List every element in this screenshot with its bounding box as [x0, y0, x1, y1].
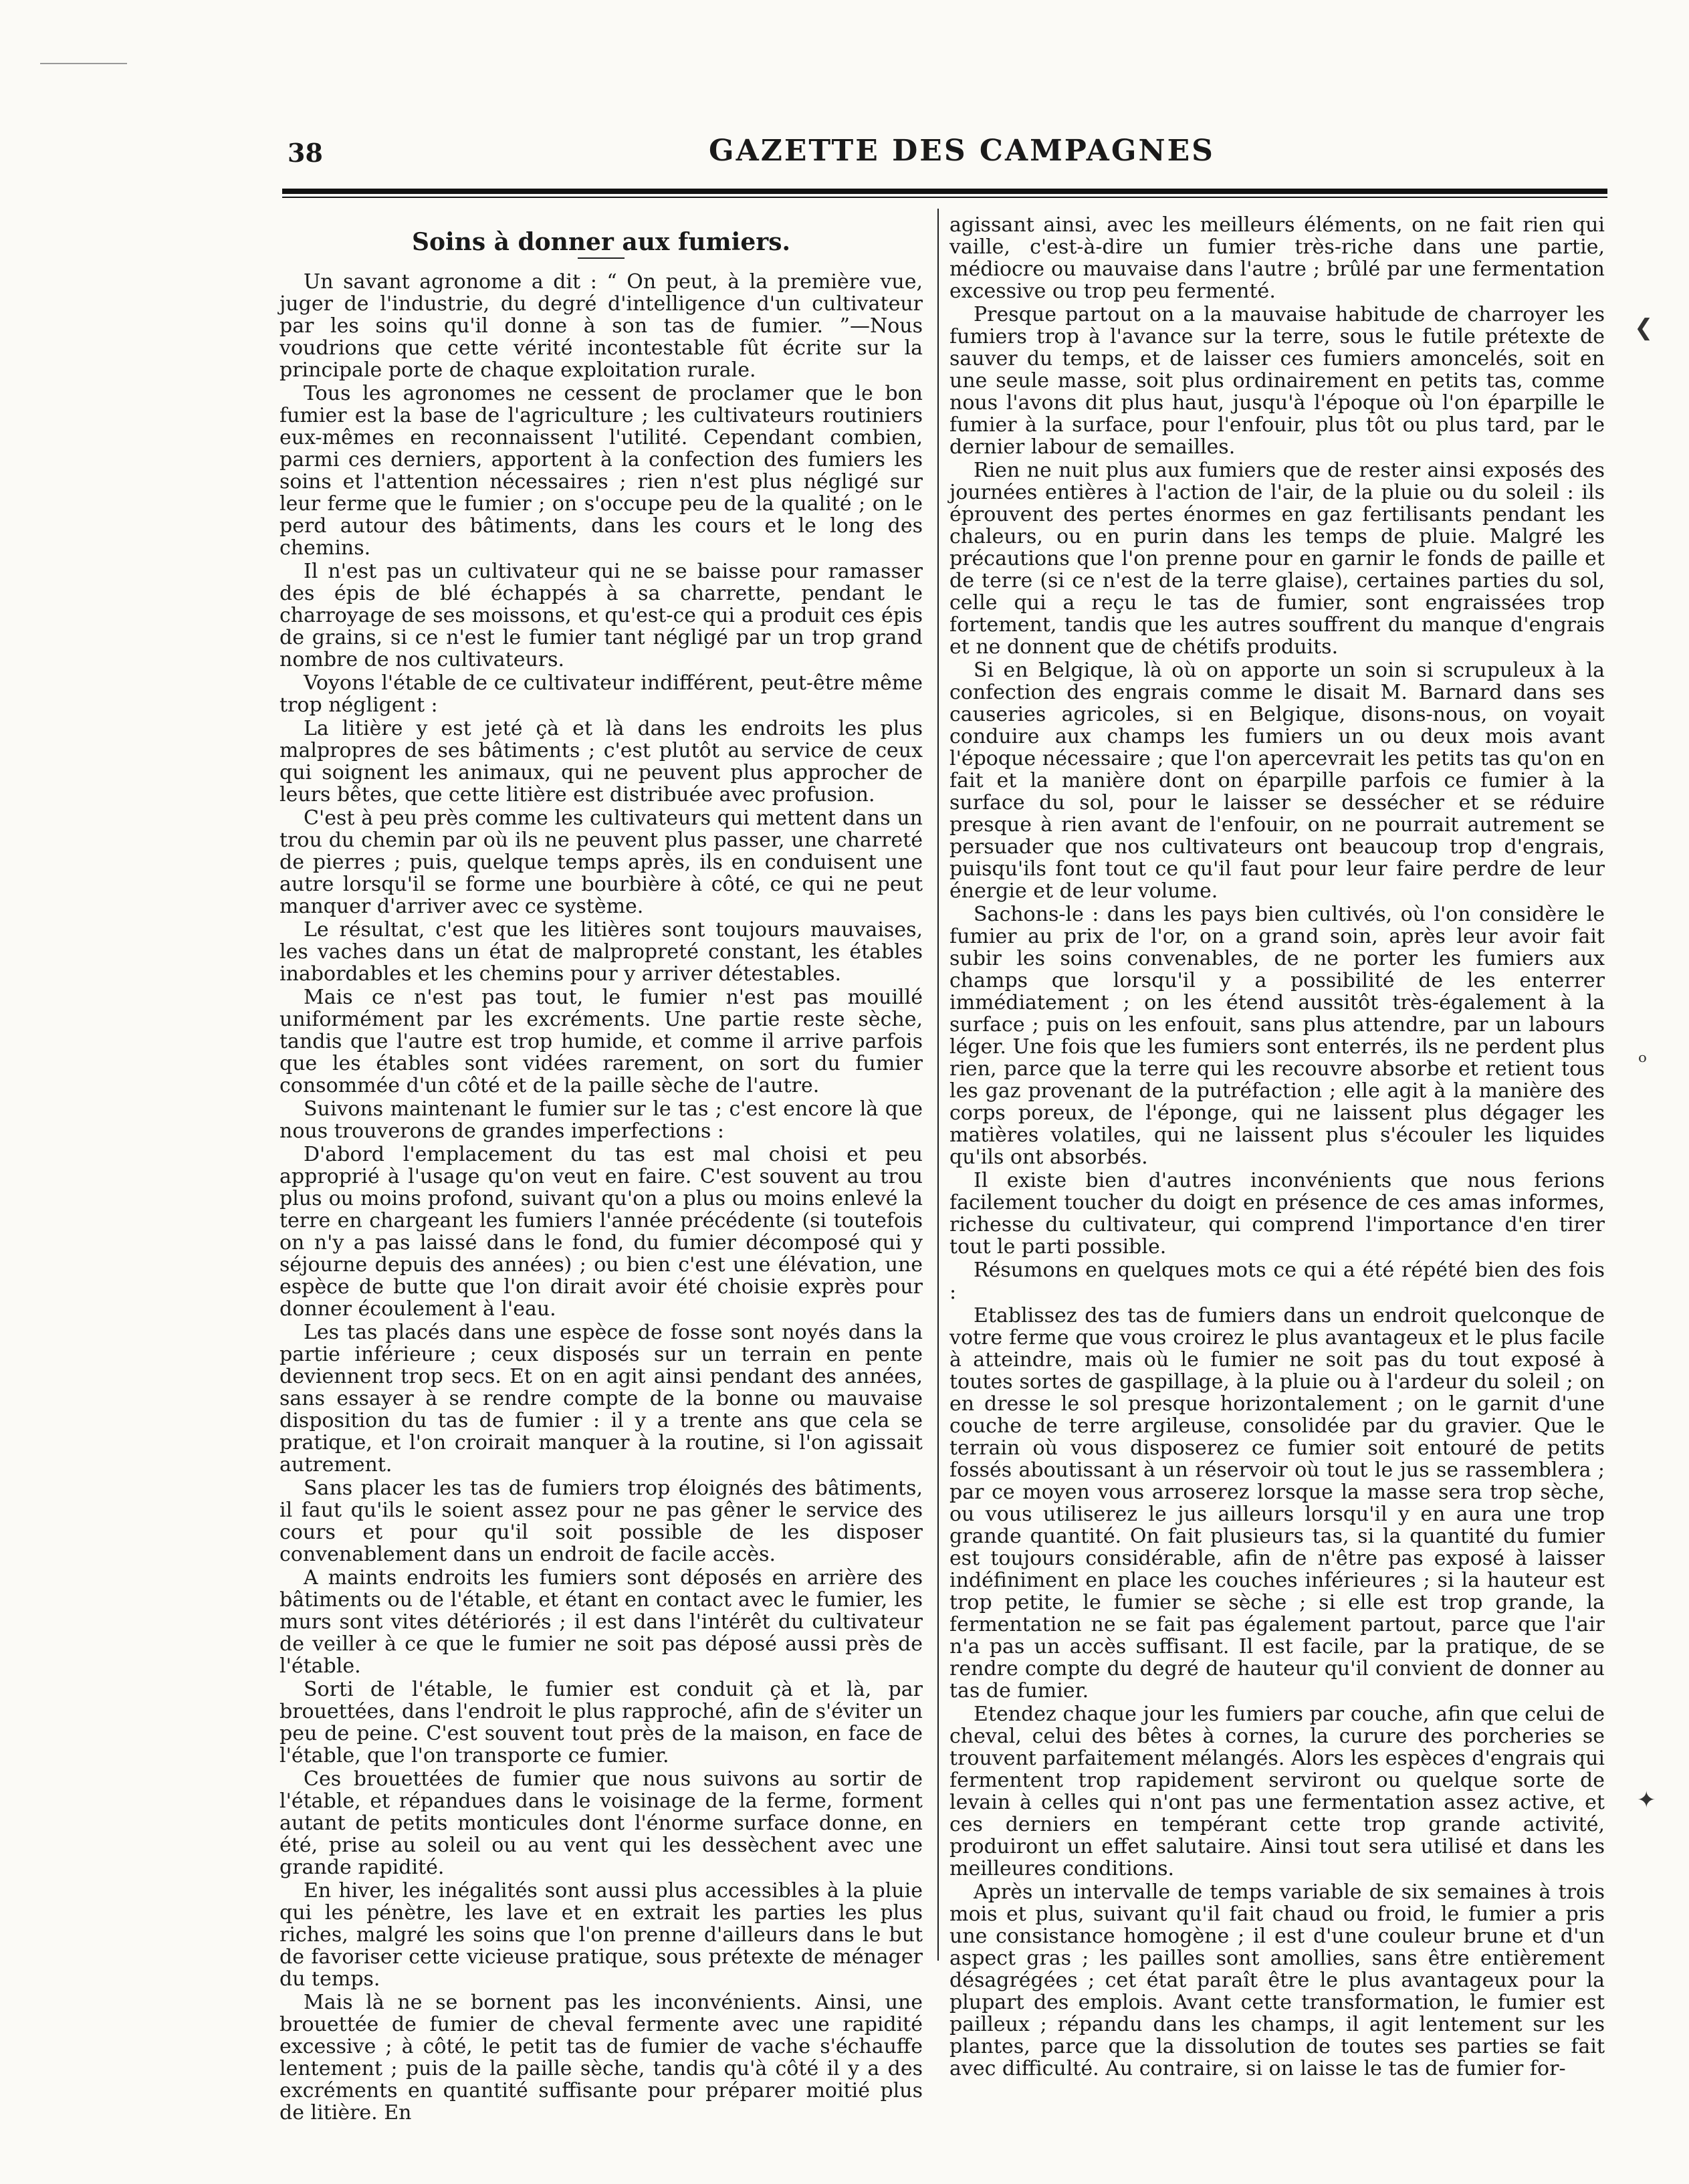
article-paragraph: Tous les agronomes ne cessent de proclamer que le bon fumier est la base de l'agriculture ; les cultivateurs routiniers eux-mêmes en reconnaissent l'utilité. Cependant combien, parmi ces derniers, apportent à la confection des fumiers les soins et l'attention nécessaires ; rien n'est plus négligé sur leur ferme que le fumier ; on s'occupe peu de la qualité ; on le perd autour des bâtiments, dans les cours et le long des chemins. — [279, 382, 923, 560]
margin-mark: ✦ — [1637, 1787, 1656, 1814]
article-paragraph: Etablissez des tas de fumiers dans un endroit quelconque de votre ferme que vous croirez le plus avantageux et le plus facile à atteindre, mais où le fumier ne soit pas du tout exposé à toutes sortes de gaspillage, à la pluie ou à l'ardeur du soleil ; on en dresse le sol presque horizontalement ; on le garnit d'une couche de terre argileuse, consolidée par du gravier. Que le terrain où vous disposerez ce fumier soit entouré de petits fossés aboutissant à un réservoir où tout le jus se rassemblera ; par ce moyen vous arroserez lorsque la masse sera trop sèche, ou vous utiliserez le jus ailleurs lorsqu'il y en aura une trop grande quantité. On fait plusieurs tas, si la quantité du fumier est toujours considérable, afin de n'être pas exposé à laisser indéfiniment en place les couches inférieures ; si la hauteur est trop petite, le fumier se sèche ; si elle est trop grande, la fermentation ne se fait pas également partout, parce que l'air n'a pas un accès suffisant. Il est facile, par la pratique, de se rendre compte du degré de hauteur qu'il convient de donner au tas de fumier. — [949, 1304, 1605, 1703]
article-paragraph: Presque partout on a la mauvaise habitude de charroyer les fumiers trop à l'avance sur la terre, sous le futile prétexte de sauver du temps, et de laisser ces fumiers amoncelés, soit en une seule masse, soit plus ordinairement en petits tas, comme nous l'avons dit plus haut, jusqu'à l'époque où l'on éparpille le fumier à la surface, pour l'enfouir, plus tôt ou plus tard, par le dernier labour de semailles. — [949, 303, 1605, 459]
article-paragraph: Ces brouettées de fumier que nous suivons au sortir de l'étable, et répandues dans le voisinage de la ferme, forment autant de petits monticules dont l'énorme surface donne, en été, prise au soleil ou au vent qui les dessèchent avec une grande rapidité. — [279, 1767, 923, 1879]
margin-mark: ❮ — [1634, 314, 1654, 341]
article-paragraph: Le résultat, c'est que les litières sont toujours mauvaises, les vaches dans un état de malpropreté constant, les étables inabordables et les chemins pour y arriver détestables. — [279, 918, 923, 986]
header-rule-thick — [282, 189, 1607, 194]
article-paragraph: Après un intervalle de temps variable de six semaines à trois mois et plus, suivant qu'il fait chaud ou froid, le fumier a pris une consistance homogène ; il est d'une couleur brune et d'un aspect gras ; les pailles sont amollies, sans être entièrement désagrégées ; cet état paraît être le plus avantageux pour la plupart des emplois. Avant cette transformation, le fumier est pailleux ; répandu dans les champs, il agit lentement sur les plantes, parce que la dissolution de toutes ses parties se fait avec difficulté. Au contraire, si on laisse le tas de fumier for- — [949, 1880, 1605, 2080]
article-paragraph: En hiver, les inégalités sont aussi plus accessibles à la pluie qui les pénètre, les lave et en extrait les parties les plus riches, malgré les soins que l'on prenne d'ailleurs dans le but de favoriser cette vicieuse pratique, sous prétexte de ménager du temps. — [279, 1879, 923, 1991]
article-paragraph: C'est à peu près comme les cultivateurs qui mettent dans un trou du chemin par où ils ne peuvent plus passer, une charreté de pierres ; puis, quelque temps après, ils en conduisent une autre lorsqu'il se forme une bourbière à côté, ce qui ne peut manquer d'arriver avec ce système. — [279, 806, 923, 918]
article-paragraph: Sorti de l'étable, le fumier est conduit çà et là, par brouettées, dans l'endroit le plus rapproché, afin de s'éviter un peu de peine. C'est souvent tout près de la maison, en face de l'étable, que l'on transporte ce fumier. — [279, 1678, 923, 1767]
article-paragraph: La litière y est jeté çà et là dans les endroits les plus malpropres de ses bâtiments ; c'est plutôt au service de ceux qui soignent les animaux, qui ne peuvent plus approcher de leurs bêtes, que cette litière est distribuée avec profusion. — [279, 717, 923, 806]
article-paragraph: Suivons maintenant le fumier sur le tas ; c'est encore là que nous trouverons de grandes imperfections : — [279, 1097, 923, 1143]
article-paragraph: Etendez chaque jour les fumiers par couche, afin que celui de cheval, celui des bêtes à cornes, la curure des porcheries se trouvent parfaitement mélangés. Alors les espèces d'engrais qui fermentent trop rapidement serviront ou quelque sorte de levain à celles qui n'ont pas une fermentation assez active, et ces derniers en tempérant cette trop grande activité, produiront un effet salutaire. Ainsi tout sera utilisé et dans les meilleures conditions. — [949, 1703, 1605, 1880]
article-paragraph: Sans placer les tas de fumiers trop éloignés des bâtiments, il faut qu'ils le soient assez pour ne pas gêner le service des cours et pour qu'il soit possible de les disposer convenablement dans un endroit de facile accès. — [279, 1477, 923, 1566]
article-paragraph: Il existe bien d'autres inconvénients que nous ferions facilement toucher du doigt en présence de ces amas informes, richesse du cultivateur, qui comprend l'importance d'en tirer tout le parti possible. — [949, 1169, 1605, 1259]
article-paragraph: Il n'est pas un cultivateur qui ne se baisse pour ramasser des épis de blé échappés à sa charrette, pendant le charroyage de ses moissons, et qu'est-ce qui a produit ces épis de grains, si ce n'est le fumier tant négligé par un trop grand nombre de nos cultivateurs. — [279, 560, 923, 671]
article-paragraph: Mais ce n'est pas tout, le fumier n'est pas mouillé uniformément par les excréments. Une partie reste sèche, tandis que l'autre est trop humide, et comme il arrive parfois que les étables sont vidées rarement, on sort du fumier consommée d'un côté et de la paille sèche de l'autre. — [279, 986, 923, 1097]
right-column-body — [949, 214, 1605, 2080]
scan-edge-mark — [40, 63, 127, 64]
article-paragraph: Rien ne nuit plus aux fumiers que de rester ainsi exposés des journées entières à l'action de l'air, de la pluie ou du soleil : ils éprouvent des pertes énormes en gaz fertilisants pendant les chaleurs, ou en purin dans les temps de pluie. Malgré les précautions que l'on prenne pour en garnir le fonds de paille et de terre (si ce n'est de la terre glaise), certaines parties du sol, celle qui a reçu le tas de fumier, sont engraissées trop fortement, tandis que les autres souffrent du manque d'engrais et ne donnent que de chétifs produits. — [949, 459, 1605, 659]
article-paragraph: Si en Belgique, là où on apporte un soin si scrupuleux à la confection des engrais comme le disait M. Barnard dans ses causeries agricoles, si en Belgique, disons-nous, on voyait conduire aux champs les fumiers un ou deux mois avant l'époque nécessaire ; que l'on apercevrait les petits tas qu'on en fait et la manière dont on éparpille parfois ce fumier à la surface du sol, pour le laisser se dessécher et se réduire presque à rien avant de l'enfouir, on ne pourrait autrement se persuader que nos cultivateurs ont beaucoup trop d'engrais, puisqu'ils font tout ce qu'il faut pour leur faire perdre de leur énergie et de leur volume. — [949, 659, 1605, 903]
column-divider — [937, 209, 939, 1961]
article-paragraph: Sachons-le : dans les pays bien cultivés, où l'on considère le fumier au prix de l'or, on a grand soin, après leur avoir fait subir les soins convenables, de ne porter les fumiers aux champs que lorsqu'il y a possibilité de les enterrer immédiatement ; on les étend aussitôt très-également à la surface ; puis on les enfouit, sans plus attendre, par un labours léger. Une fois que les fumiers sont enterrés, ils ne perdent plus rien, parce que la terre qui les recouvre absorbe et retient tous les gaz provenant de la putréfaction ; elle agit à la manière des corps poreux, de l'éponge, qui ne laissent plus dégager les matières volatiles, qui ne laissent plus s'écouler les liquides qu'ils ont absorbés. — [949, 903, 1605, 1169]
publication-title: GAZETTE DES CAMPAGNES — [709, 134, 1215, 168]
article-paragraph: Voyons l'étable de ce cultivateur indifférent, peut-être même trop négligent : — [279, 671, 923, 717]
article-paragraph: Résumons en quelques mots ce qui a été répété bien des fois : — [949, 1259, 1605, 1304]
article-paragraph: Mais là ne se bornent pas les inconvénients. Ainsi, une brouettée de fumier de cheval fermente avec une rapidité excessive ; à côté, le petit tas de fumier de vache s'échauffe lentement ; puis de la paille sèche, tandis qu'à côté il y a des excréments en quantité suffisante pour préparer moitié plus de litière. En — [279, 1991, 923, 2124]
article-title: Soins à donner aux fumiers. — [411, 228, 791, 256]
article-paragraph: A maints endroits les fumiers sont déposés en arrière des bâtiments ou de l'étable, et étant en contact avec le fumier, les murs sont vites détériorés ; il est dans l'intérêt du cultivateur de veiller à ce que le fumier ne soit pas déposé aussi près de l'étable. — [279, 1566, 923, 1678]
article-paragraph: agissant ainsi, avec les meilleurs éléments, on ne fait rien qui vaille, c'est-à-dire un fumier très-riche dans une partie, médiocre ou mauvaise dans l'autre ; brûlé par une fermentation excessive ou trop peu fermenté. — [949, 213, 1605, 303]
left-column-body — [279, 271, 923, 2124]
title-separator — [578, 257, 625, 259]
article-paragraph: Un savant agronome a dit : “ On peut, à la première vue, juger de l'industrie, du degré d'intelligence d'un cultivateur par les soins qu'il donne à son tas de fumier. ”—Nous voudrions que cette vérité incontestable fût écrite sur la principale porte de chaque exploitation rurale. — [279, 270, 923, 382]
page-number: 38 — [288, 138, 323, 168]
header-rule-thin — [282, 197, 1607, 198]
margin-mark: ᵒ — [1638, 1049, 1648, 1075]
left-column — [279, 222, 923, 2124]
article-paragraph: D'abord l'emplacement du tas est mal choisi et peu approprié à l'usage qu'on veut en faire. C'est souvent au trou plus ou moins profond, suivant qu'on a plus ou moins enlevé la terre en chargeant les fumiers l'année précédente (si toutefois on n'y a pas laissé dans le fond, du fumier décomposé qui y séjourne depuis des années) ; ou bien c'est une élévation, une espèce de butte que l'on dirait avoir été choisie exprès pour donner écoulement à l'eau. — [279, 1143, 923, 1321]
right-column — [949, 213, 1605, 2080]
article-paragraph: Les tas placés dans une espèce de fosse sont noyés dans la partie inférieure ; ceux disposés sur un terrain en pente deviennent trop secs. Et on en agit ainsi pendant des années, sans essayer à se rendre compte de la bonne ou mauvaise disposition du tas de fumier : il y a trente ans que cela se pratique, et l'on croirait manquer à la routine, si l'on agissait autrement. — [279, 1321, 923, 1477]
